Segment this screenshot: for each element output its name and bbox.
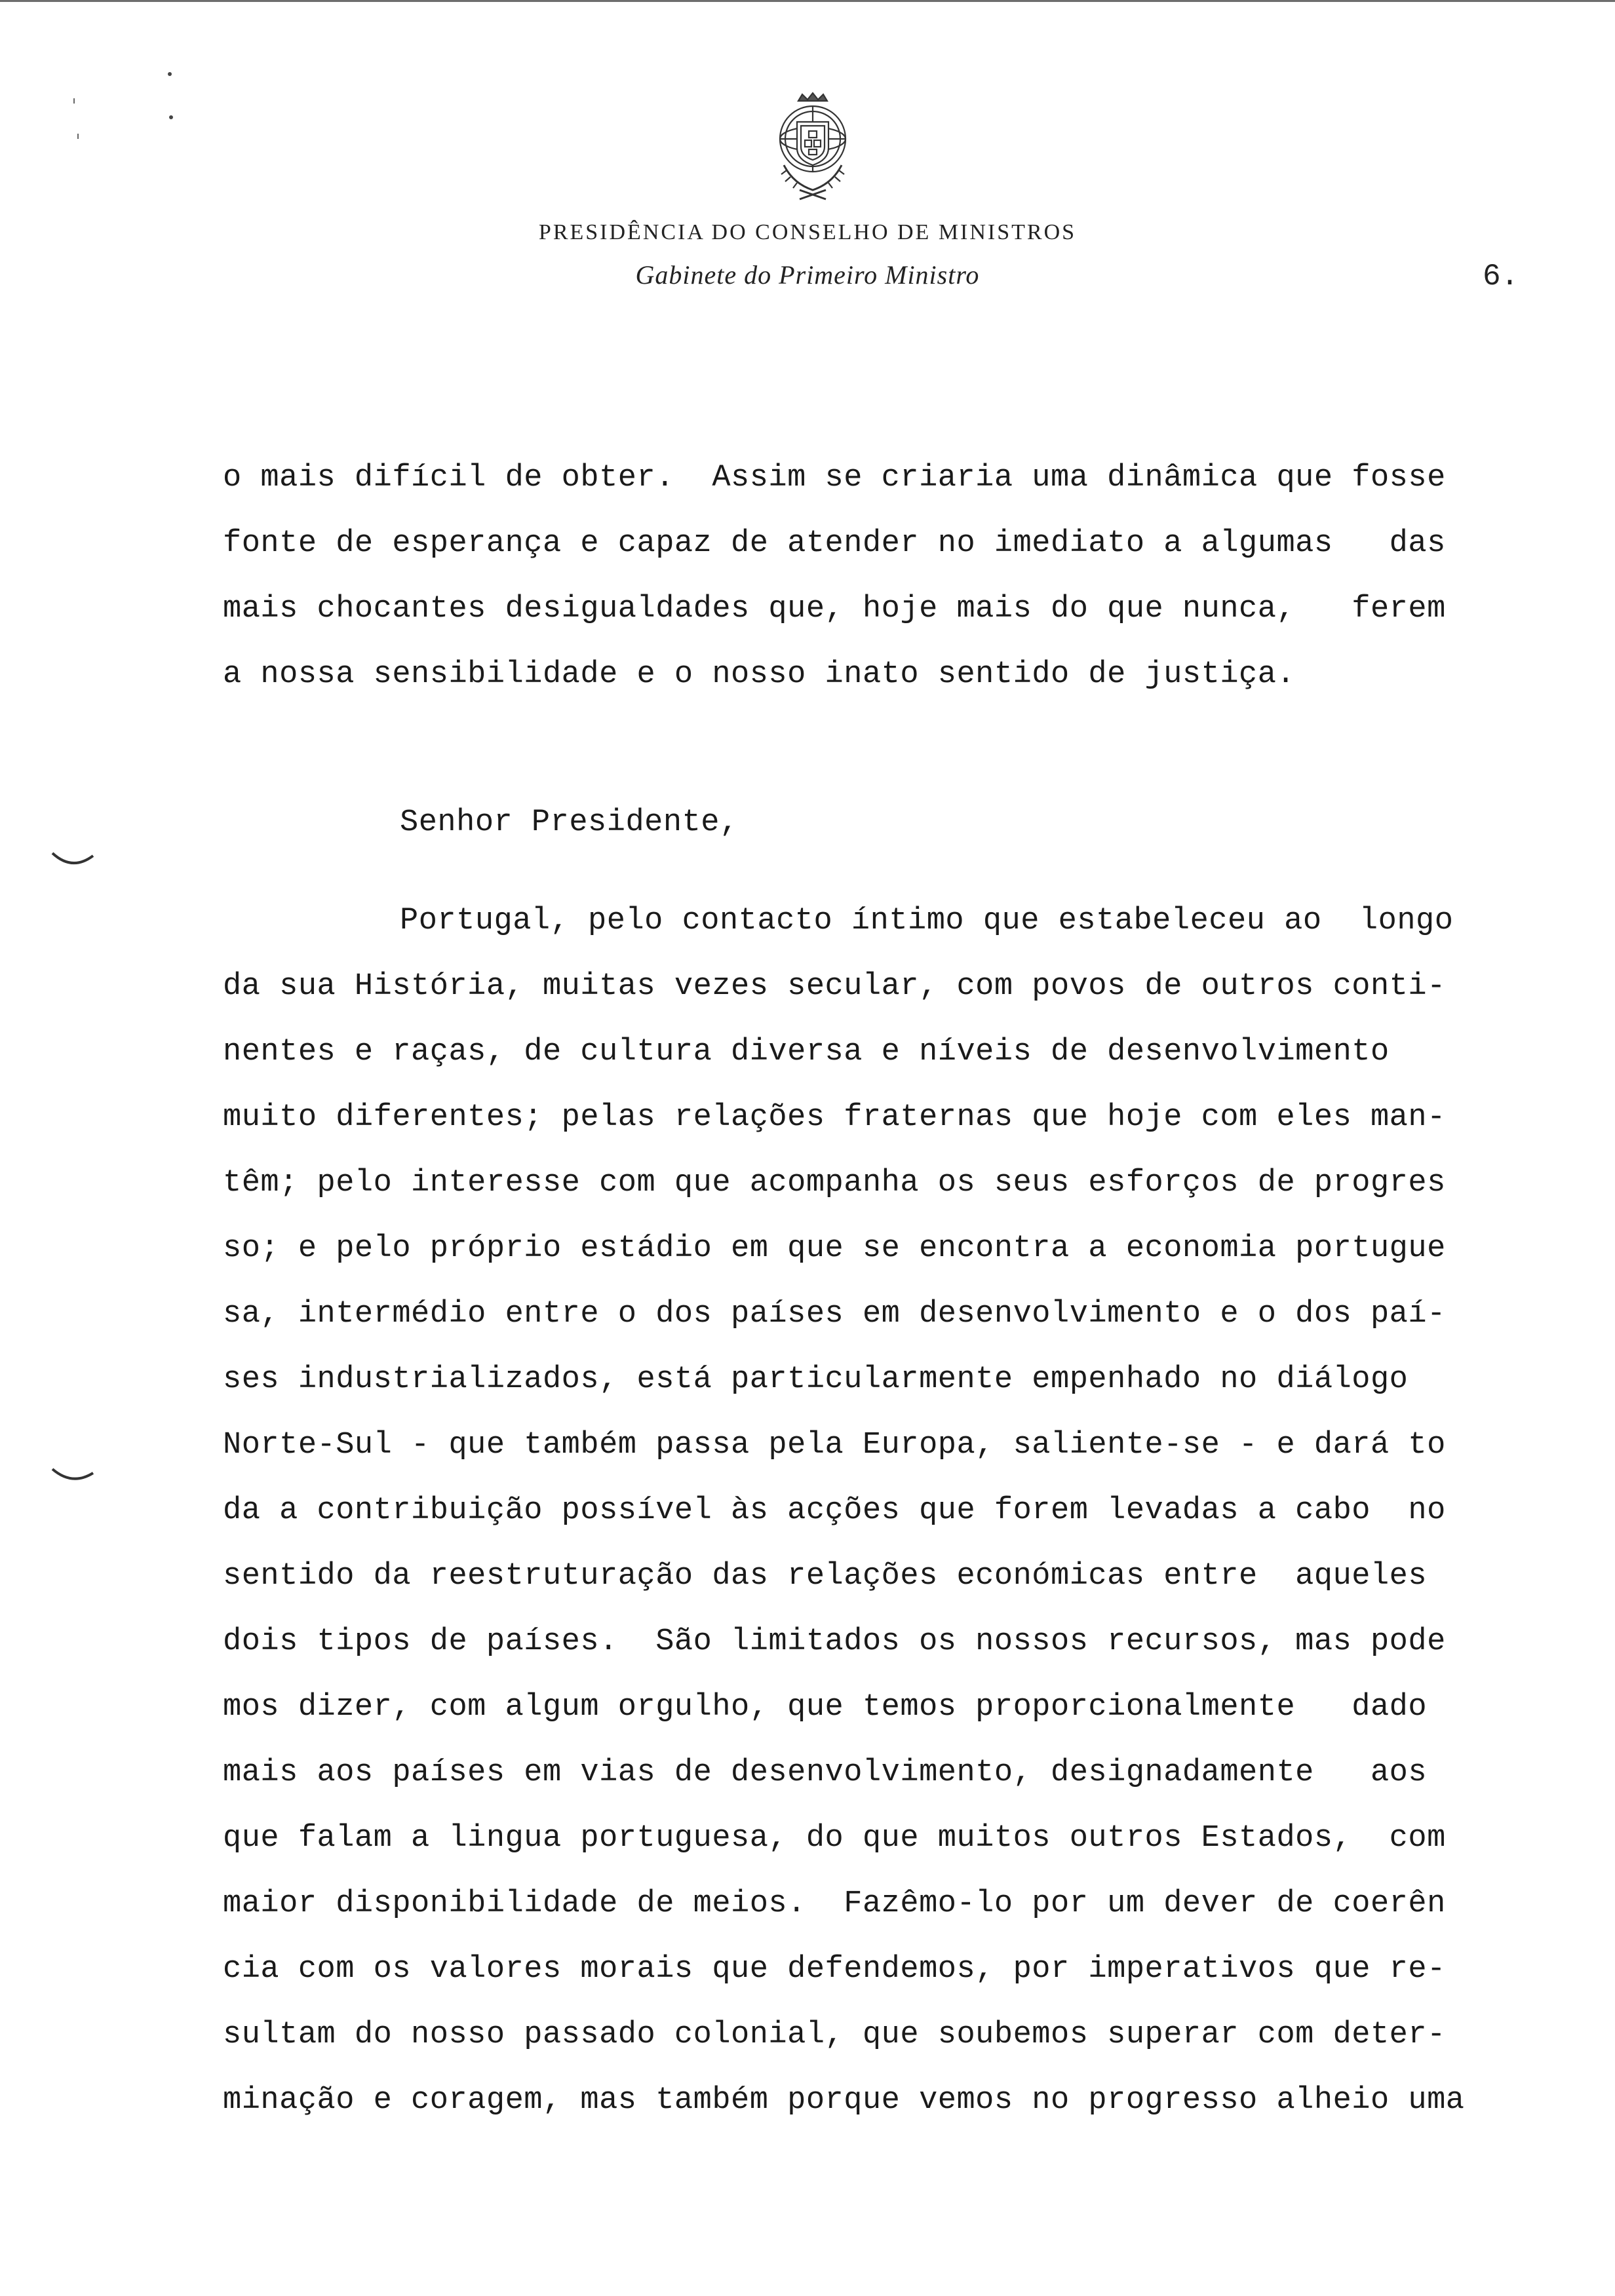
text-line: sa, intermédio entre o dos países em desenvolvimento e o dos paí-: [223, 1297, 1446, 1331]
text-line: mais chocantes desigualdades que, hoje mais do que nunca, ferem: [223, 592, 1446, 626]
text-line: so; e pelo próprio estádio em que se encontra a economia portugue: [223, 1231, 1446, 1266]
text-line: da a contribuição possível às acções que forem levadas a cabo no: [223, 1493, 1446, 1528]
text-line: minação e coragem, mas também porque vemos no progresso alheio uma: [223, 2083, 1465, 2118]
coat-of-arms-icon: [760, 92, 865, 206]
text-line: cia com os valores morais que defendemos, por imperativos que re-: [223, 1952, 1446, 1987]
text-line: o mais difícil de obter. Assim se criaria uma dinâmica que fosse: [223, 461, 1446, 495]
text-line: nentes e raças, de cultura diversa e níveis de desenvolvimento: [223, 1035, 1390, 1069]
margin-pen-mark: [50, 1465, 96, 1489]
top-border-rule: [0, 0, 1615, 2]
letterhead-subtitle: Gabinete do Primeiro Ministro: [635, 260, 980, 290]
margin-speck: [168, 72, 172, 76]
text-line: mais aos países em vias de desenvolvimento, designadamente aos: [223, 1755, 1428, 1790]
text-line: Norte-Sul - que também passa pela Europa, saliente-se - e dará to: [223, 1428, 1446, 1463]
margin-pen-mark: [50, 849, 96, 873]
page-number: 6.: [1483, 259, 1519, 294]
text-line: fonte de esperança e capaz de atender no imediato a algumas das: [223, 526, 1446, 561]
text-line: maior disponibilidade de meios. Fazêmo-lo por um dever de coerên: [223, 1886, 1446, 1921]
text-line: da sua História, muitas vezes secular, com povos de outros conti-: [223, 969, 1446, 1004]
text-line: têm; pelo interesse com que acompanha os seus esforços de progres: [223, 1166, 1446, 1200]
text-line: mos dizer, com algum orgulho, que temos proporcionalmente dado: [223, 1690, 1428, 1725]
letterhead-title: PRESIDÊNCIA DO CONSELHO DE MINISTROS: [538, 220, 1077, 244]
text-line: sentido da reestruturação das relações económicas entre aqueles: [223, 1559, 1428, 1594]
text-line: dois tipos de países. São limitados os nossos recursos, mas pode: [223, 1624, 1446, 1659]
margin-speck: [73, 98, 75, 104]
salutation: Senhor Presidente,: [400, 805, 739, 840]
text-line: ses industrializados, está particularmente empenhado no diálogo: [223, 1362, 1409, 1397]
text-line: Portugal, pelo contacto íntimo que estabeleceu ao longo: [400, 904, 1454, 938]
margin-speck: [77, 134, 79, 139]
text-line: a nossa sensibilidade e o nosso inato sentido de justiça.: [223, 657, 1296, 692]
text-line: muito diferentes; pelas relações fraternas que hoje com eles man-: [223, 1100, 1446, 1135]
text-line: que falam a lingua portuguesa, do que muitos outros Estados, com: [223, 1821, 1446, 1856]
text-line: sultam do nosso passado colonial, que soubemos superar com deter-: [223, 2018, 1446, 2052]
margin-speck: [169, 115, 173, 119]
